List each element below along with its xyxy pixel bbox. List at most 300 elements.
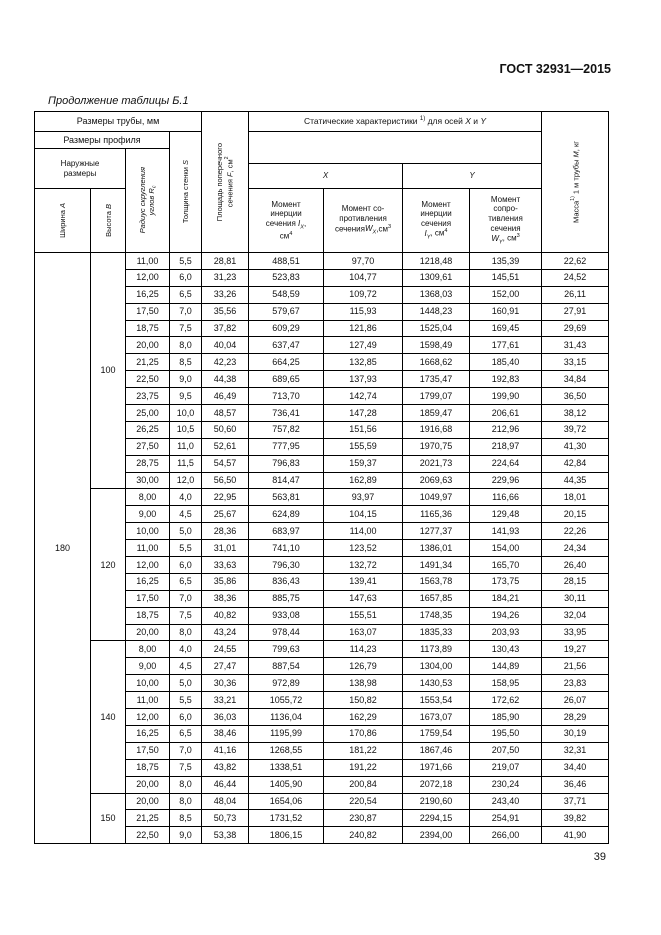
table-cell: 1368,03 [403,286,470,303]
table-cell: 1525,04 [403,320,470,337]
table-cell: 212,96 [470,421,542,438]
table-cell: 154,00 [470,540,542,557]
table-cell: 172,62 [470,692,542,709]
table-cell: 9,5 [170,388,202,405]
table-cell: 20,00 [126,624,170,641]
table-cell: 2190,60 [403,793,470,810]
table-cell: 736,41 [249,405,324,422]
table-cell: 173,75 [470,573,542,590]
table-cell: 24,55 [202,641,249,658]
table-cell: 240,82 [324,827,403,844]
table-cell: 137,93 [324,371,403,388]
table-cell: 52,61 [202,438,249,455]
table-row [35,793,609,810]
table-cell: 38,46 [202,725,249,742]
table-cell: 123,52 [324,540,403,557]
table-cell: 194,26 [470,607,542,624]
table-cell: 129,48 [470,506,542,523]
table-cell: 27,47 [202,658,249,675]
table-cell: 1668,62 [403,354,470,371]
table-cell: 18,75 [126,607,170,624]
table-cell: 1916,68 [403,421,470,438]
table-cell: 43,82 [202,759,249,776]
iy-header: Момент инерции сечения $I_Y$, $см^4$ [403,189,470,253]
table-cell: 37,82 [202,320,249,337]
table-cell: 12,0 [170,472,202,489]
table-cell: 116,66 [470,489,542,506]
table-cell: 24,52 [542,269,609,286]
table-cell: 11,5 [170,455,202,472]
wx-header: Момент со- противления $сеченияW_X,см^3$ [324,189,403,253]
table-cell: 165,70 [470,557,542,574]
properties-table [34,111,609,844]
table-cell: 27,50 [126,438,170,455]
table-cell: 1835,33 [403,624,470,641]
table-cell: 38,12 [542,405,609,422]
table-cell: 28,81 [202,253,249,270]
table-cell: 609,29 [249,320,324,337]
ix-header: Момент инерции сечения $I_X$, $см^4$ [249,189,324,253]
outer-sizes-header: Наружные размеры [35,149,126,189]
table-cell: 36,50 [542,388,609,405]
table-cell: 757,82 [249,421,324,438]
table-cell: 563,81 [249,489,324,506]
table-cell: 1173,89 [403,641,470,658]
table-cell: 713,70 [249,388,324,405]
static-characteristics-header: Статические характеристики $^{1)}$ для осей X и Y [249,112,542,132]
table-cell: 22,62 [542,253,609,270]
table-cell: 203,93 [470,624,542,641]
table-cell: 160,91 [470,303,542,320]
table-cell: 12,00 [126,709,170,726]
table-cell: 200,84 [324,776,403,793]
table-cell: 30,19 [542,725,609,742]
wy-header: Момент сопро- тивления сечения $W_Y$, $см^3$ [470,189,542,253]
table-cell: 22,26 [542,523,609,540]
table-cell: 4,5 [170,658,202,675]
table-cell: 48,04 [202,793,249,810]
table-cell: 37,71 [542,793,609,810]
table-cell: 1165,36 [403,506,470,523]
table-cell: 33,26 [202,286,249,303]
table-cell: 10,00 [126,523,170,540]
table-cell: 44,38 [202,371,249,388]
profile-sizes-header: Размеры профиля [35,132,170,149]
table-cell: 114,00 [324,523,403,540]
table-cell: 33,63 [202,557,249,574]
table-cell: 35,56 [202,303,249,320]
table-cell: 132,72 [324,557,403,574]
table-cell: 34,40 [542,759,609,776]
table-cell: 972,89 [249,675,324,692]
table-cell: 2072,18 [403,776,470,793]
width-a-cell: 180 [35,253,91,844]
table-cell: 159,37 [324,455,403,472]
table-cell: 1731,52 [249,810,324,827]
page-number: 39 [593,851,606,863]
table-cell: 17,50 [126,303,170,320]
table-cell: 33,15 [542,354,609,371]
table-cell: 147,28 [324,405,403,422]
table-cell: 5,0 [170,675,202,692]
table-cell: 150,82 [324,692,403,709]
table-cell: 6,5 [170,573,202,590]
table-cell: 28,75 [126,455,170,472]
table-cell: 35,86 [202,573,249,590]
table-cell: 4,5 [170,506,202,523]
table-cell: 10,5 [170,421,202,438]
table-cell: 126,79 [324,658,403,675]
table-cell: 130,43 [470,641,542,658]
height-b-header: Высота B [91,189,126,253]
table-cell: 10,0 [170,405,202,422]
table-cell: 9,00 [126,506,170,523]
table-cell: 104,15 [324,506,403,523]
table-cell: 6,0 [170,269,202,286]
table-cell: 53,38 [202,827,249,844]
table-cell: 17,50 [126,742,170,759]
table-cell: 5,5 [170,540,202,557]
table-cell: 1748,35 [403,607,470,624]
table-cell: 43,24 [202,624,249,641]
table-cell: 1304,00 [403,658,470,675]
table-cell: 141,93 [470,523,542,540]
table-row [35,253,609,270]
static-spacer [249,132,542,164]
table-cell: 6,5 [170,286,202,303]
table-cell: 48,57 [202,405,249,422]
table-cell: 1277,37 [403,523,470,540]
table-cell: 16,25 [126,573,170,590]
table-cell: 30,11 [542,590,609,607]
table-cell: 1136,04 [249,709,324,726]
table-cell: 1268,55 [249,742,324,759]
table-cell: 20,00 [126,337,170,354]
table-cell: 548,59 [249,286,324,303]
table-cell: 887,54 [249,658,324,675]
table-cell: 26,25 [126,421,170,438]
table-cell: 1386,01 [403,540,470,557]
table-cell: 18,75 [126,759,170,776]
table-cell: 151,56 [324,421,403,438]
table-cell: 155,51 [324,607,403,624]
table-cell: 50,60 [202,421,249,438]
table-cell: 33,95 [542,624,609,641]
table-cell: 32,04 [542,607,609,624]
table-cell: 28,29 [542,709,609,726]
table-cell: 199,90 [470,388,542,405]
table-cell: 21,25 [126,354,170,371]
table-cell: 138,98 [324,675,403,692]
table-cell: 1759,54 [403,725,470,742]
table-cell: 20,15 [542,506,609,523]
table-cell: 4,0 [170,641,202,658]
table-cell: 796,30 [249,557,324,574]
table-cell: 8,0 [170,337,202,354]
table-cell: 41,30 [542,438,609,455]
table-cell: 181,22 [324,742,403,759]
table-cell: 1598,49 [403,337,470,354]
table-cell: 229,96 [470,472,542,489]
table-cell: 5,5 [170,692,202,709]
table-cell: 21,25 [126,810,170,827]
table-cell: 56,50 [202,472,249,489]
table-cell: 5,5 [170,253,202,270]
table-cell: 2394,00 [403,827,470,844]
table-cell: 230,24 [470,776,542,793]
table-cell: 24,34 [542,540,609,557]
table-cell: 7,0 [170,742,202,759]
table-cell: 170,86 [324,725,403,742]
table-cell: 219,07 [470,759,542,776]
table-cell: 1970,75 [403,438,470,455]
table-cell: 218,97 [470,438,542,455]
table-cell: 29,69 [542,320,609,337]
table-cell: 109,72 [324,286,403,303]
table-cell: 104,77 [324,269,403,286]
table-cell: 46,49 [202,388,249,405]
table-cell: 624,89 [249,506,324,523]
table-cell: 10,00 [126,675,170,692]
table-cell: 1405,90 [249,776,324,793]
table-cell: 8,0 [170,624,202,641]
table-cell: 16,25 [126,725,170,742]
table-cell: 144,89 [470,658,542,675]
table-body [35,253,609,844]
table-cell: 184,21 [470,590,542,607]
table-cell: 147,63 [324,590,403,607]
table-cell: 16,25 [126,286,170,303]
table-cell: 2069,63 [403,472,470,489]
table-cell: 206,61 [470,405,542,422]
table-cell: 7,0 [170,303,202,320]
table-cell: 97,70 [324,253,403,270]
table-cell: 34,84 [542,371,609,388]
table-cell: 523,83 [249,269,324,286]
table-cell: 6,0 [170,557,202,574]
table-cell: 192,83 [470,371,542,388]
table-cell: 1430,53 [403,675,470,692]
table-cell: 26,40 [542,557,609,574]
table-cell: 224,64 [470,455,542,472]
table-cell: 38,36 [202,590,249,607]
table-cell: 39,72 [542,421,609,438]
table-cell: 1049,97 [403,489,470,506]
table-cell: 177,61 [470,337,542,354]
table-cell: 1971,66 [403,759,470,776]
table-cell: 9,0 [170,827,202,844]
table-cell: 31,01 [202,540,249,557]
mass-header: Масса$^{1)}$ 1 м трубы M, кг [542,112,609,253]
table-cell: 26,07 [542,692,609,709]
table-cell: 7,5 [170,759,202,776]
table-cell: 23,75 [126,388,170,405]
table-cell: 20,00 [126,776,170,793]
table-cell: 30,00 [126,472,170,489]
table-cell: 19,27 [542,641,609,658]
table-cell: 664,25 [249,354,324,371]
table-caption: Продолжение таблицы Б.1 [48,95,189,107]
table-cell: 20,00 [126,793,170,810]
table-head [35,112,609,253]
table-cell: 42,23 [202,354,249,371]
table-cell: 1673,07 [403,709,470,726]
table-cell: 8,5 [170,810,202,827]
table-cell: 17,50 [126,590,170,607]
table-cell: 1654,06 [249,793,324,810]
axis-x-header: X [249,164,403,189]
table-cell: 1799,07 [403,388,470,405]
table-cell: 637,47 [249,337,324,354]
table-cell: 8,0 [170,793,202,810]
table-cell: 191,22 [324,759,403,776]
table-cell: 12,00 [126,269,170,286]
table-cell: 54,57 [202,455,249,472]
table-cell: 8,5 [170,354,202,371]
table-cell: 28,15 [542,573,609,590]
table-cell: 32,31 [542,742,609,759]
table-cell: 579,67 [249,303,324,320]
table-cell: 6,5 [170,725,202,742]
corner-radius-header: Радиус скругления углов $R_c$ [126,149,170,253]
table-cell: 7,0 [170,590,202,607]
table-cell: 1338,51 [249,759,324,776]
table-cell: 1218,48 [403,253,470,270]
table-cell: 488,51 [249,253,324,270]
table-cell: 33,21 [202,692,249,709]
table-cell: 8,00 [126,489,170,506]
table-cell: 243,40 [470,793,542,810]
table-cell: 6,0 [170,709,202,726]
table-cell: 162,29 [324,709,403,726]
area-header: Площадь поперечного сечения F, $см^2$ [202,112,249,253]
table-cell: 27,91 [542,303,609,320]
table-cell: 50,73 [202,810,249,827]
table-cell: 796,83 [249,455,324,472]
table-cell: 230,87 [324,810,403,827]
table-cell: 1553,54 [403,692,470,709]
table-cell: 40,82 [202,607,249,624]
table-cell: 25,67 [202,506,249,523]
table-cell: 22,50 [126,827,170,844]
table-cell: 139,41 [324,573,403,590]
table-cell: 114,23 [324,641,403,658]
table-cell: 2294,15 [403,810,470,827]
table-cell: 185,90 [470,709,542,726]
table-cell: 1657,85 [403,590,470,607]
table-cell: 8,00 [126,641,170,658]
table-cell: 41,16 [202,742,249,759]
table-cell: 5,0 [170,523,202,540]
table-cell: 836,43 [249,573,324,590]
table-cell: 1055,72 [249,692,324,709]
table-cell: 7,5 [170,607,202,624]
table-cell: 115,93 [324,303,403,320]
height-b-cell: 100 [91,253,126,489]
table-cell: 25,00 [126,405,170,422]
table-cell: 1859,47 [403,405,470,422]
table-cell: 142,74 [324,388,403,405]
table-cell: 132,85 [324,354,403,371]
table-cell: 7,5 [170,320,202,337]
table-cell: 814,47 [249,472,324,489]
width-a-header: Ширина A [35,189,91,253]
table-cell: 31,43 [542,337,609,354]
table-cell: 1735,47 [403,371,470,388]
axis-y-header: Y [403,164,542,189]
table-cell: 9,0 [170,371,202,388]
table-cell: 135,39 [470,253,542,270]
table-cell: 121,86 [324,320,403,337]
height-b-cell: 150 [91,793,126,844]
table-cell: 978,44 [249,624,324,641]
table-cell: 1563,78 [403,573,470,590]
table-cell: 93,97 [324,489,403,506]
height-b-cell: 120 [91,489,126,641]
table-cell: 162,89 [324,472,403,489]
table-cell: 683,97 [249,523,324,540]
table-cell: 21,56 [542,658,609,675]
table-cell: 41,90 [542,827,609,844]
table-cell: 266,00 [470,827,542,844]
table-cell: 1448,23 [403,303,470,320]
table-row [35,641,609,658]
table-cell: 1806,15 [249,827,324,844]
table-cell: 30,36 [202,675,249,692]
table-cell: 195,50 [470,725,542,742]
table-cell: 11,00 [126,540,170,557]
table-cell: 4,0 [170,489,202,506]
table-cell: 1867,46 [403,742,470,759]
table-cell: 46,44 [202,776,249,793]
table-cell: 22,95 [202,489,249,506]
table-cell: 40,04 [202,337,249,354]
table-cell: 155,59 [324,438,403,455]
table-cell: 741,10 [249,540,324,557]
table-cell: 185,40 [470,354,542,371]
table-cell: 18,75 [126,320,170,337]
table-cell: 11,0 [170,438,202,455]
table-cell: 1491,34 [403,557,470,574]
table-cell: 2021,73 [403,455,470,472]
table-cell: 26,11 [542,286,609,303]
table-cell: 799,63 [249,641,324,658]
table-cell: 163,07 [324,624,403,641]
table-cell: 145,51 [470,269,542,286]
table-cell: 8,0 [170,776,202,793]
table-cell: 254,91 [470,810,542,827]
table-cell: 777,95 [249,438,324,455]
standard-number: ГОСТ 32931—2015 [499,62,611,76]
table-cell: 11,00 [126,692,170,709]
table-cell: 689,65 [249,371,324,388]
table-cell: 36,03 [202,709,249,726]
table-cell: 152,00 [470,286,542,303]
table-row [35,489,609,506]
table-cell: 220,54 [324,793,403,810]
table-cell: 44,35 [542,472,609,489]
table-cell: 933,08 [249,607,324,624]
table-cell: 11,00 [126,253,170,270]
table-cell: 18,01 [542,489,609,506]
table-cell: 28,36 [202,523,249,540]
table-cell: 42,84 [542,455,609,472]
table-cell: 885,75 [249,590,324,607]
table-cell: 1195,99 [249,725,324,742]
wall-header: Толщина стенки S [170,132,202,253]
table-cell: 1309,61 [403,269,470,286]
table-cell: 207,50 [470,742,542,759]
